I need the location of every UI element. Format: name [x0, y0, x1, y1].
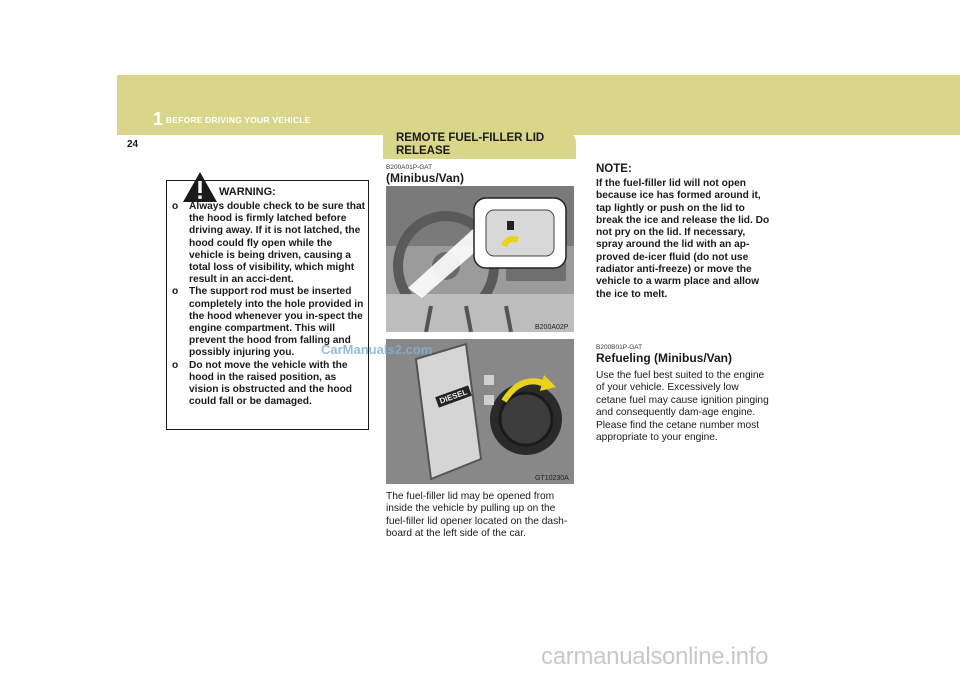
watermark-link[interactable]: CarManuals2.com	[321, 342, 433, 357]
chapter-number: 1	[153, 109, 164, 129]
dashboard-photo	[386, 186, 574, 332]
warning-item-text: Always double check to be sure that the hood is firmly latched before driving away. If it is not latched, the hood could fly open while the vehicle is being driven, causing a total loss of visibility, which might result in an acci-dent.	[189, 201, 366, 286]
footer-watermark: carmanualsonline.info	[541, 643, 769, 670]
photo-code-1: B200A02P	[535, 324, 569, 331]
header-band	[117, 75, 960, 135]
bullet-marker: o	[172, 286, 179, 298]
note-heading: NOTE:	[596, 163, 632, 175]
page-number: 24	[127, 139, 139, 150]
warning-item	[172, 201, 366, 286]
warning-item-text: The support rod must be inserted completely into the hole provided in the hood whenever you in-spect the engine compartment. This will prevent the hood from falling and possibly injuring you.	[189, 286, 364, 359]
section-code: B200A01P-GAT	[386, 164, 433, 171]
bullet-marker: o	[172, 359, 179, 371]
refueling-code: B200B01P-GAT	[596, 344, 643, 351]
chapter-title: BEFORE DRIVING YOUR VEHICLE	[166, 115, 311, 125]
bullet-marker: o	[172, 201, 179, 212]
warning-item-text: Do not move the vehicle with the hood in the raised position, as vision is obstructed and the hood could fall or be damaged.	[189, 359, 353, 408]
fuel-lid-photo	[386, 339, 574, 484]
note-text: If the fuel-filler lid will not open because ice has formed around it, tap lightly or push on the lid to break the ice and release the lid. Do not pry on the lid. If necessary, spray around the lid with an ap-proved de-icer fluid (do not use radiator anti-freeze) or move the vehicle to a warm place and allow the ice to melt.	[596, 178, 770, 300]
dashboard-illustration	[386, 186, 574, 332]
section-title: REMOTE FUEL-FILLER LID RELEASE	[396, 132, 545, 157]
photo-code-2: GT10230A	[535, 475, 569, 482]
diesel-label: DIESEL	[435, 385, 472, 407]
warning-item	[172, 360, 366, 409]
warning-triangle-icon	[182, 171, 218, 203]
section-body: The fuel-filler lid may be opened from inside the vehicle by pulling up on the fuel-filler lid opener located on the dash-board at the left side of the car.	[386, 491, 568, 540]
section-subheading: (Minibus/Van)	[386, 171, 464, 185]
fuel-lid-illustration	[386, 339, 574, 484]
warning-heading: WARNING:	[219, 186, 276, 198]
refueling-body: Use the fuel best suited to the engine of your vehicle. Excessively low cetane fuel may cause ignition pinging and consequently dam-age engine. Please find the cetane number most appropriate to your engine.	[596, 370, 769, 444]
refueling-heading: Refueling (Minibus/Van)	[596, 351, 733, 365]
warning-list	[172, 201, 366, 408]
